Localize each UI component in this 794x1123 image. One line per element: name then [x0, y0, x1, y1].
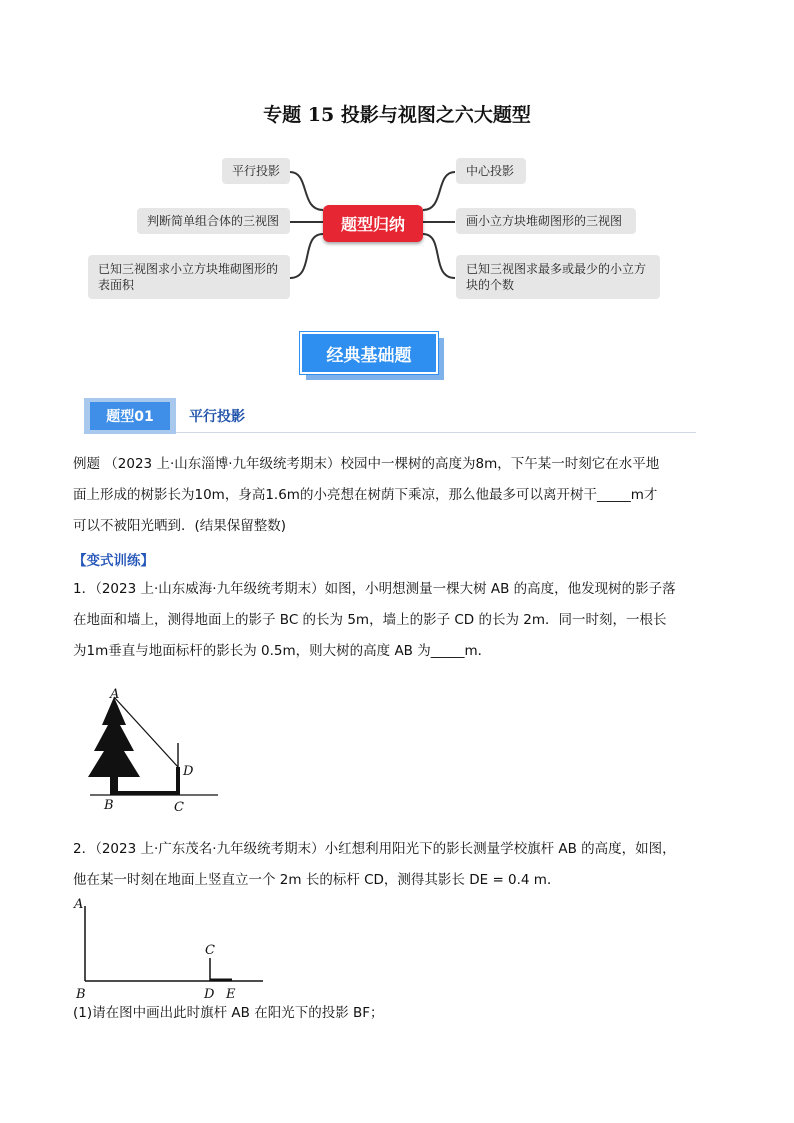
q2-line-2: 他在某一时刻在地面上竖直立一个 2m 长的标杆 CD，测得其影长 DE = 0.4 m．	[73, 872, 561, 888]
q1-tree-figure	[80, 685, 230, 815]
q2-flagpole-figure	[68, 892, 278, 1004]
q2-label-d: D	[204, 987, 215, 1002]
example-line-2: 面上形成的树影长为10m，身高1.6m的小亮想在树荫下乘凉，那么他最多可以离开树干_____m才	[73, 487, 658, 503]
q1-label-c: C	[174, 800, 184, 815]
mindmap-node-parallel-projection: 平行投影	[222, 158, 290, 184]
topic-underline	[176, 432, 696, 433]
example-line-3: 可以不被阳光晒到．(结果保留整数)	[73, 518, 287, 534]
q1-line-1: 1．（2023 上·山东威海·九年级统考期末）如图，小明想测量一棵大树 AB 的高度，他发现树的影子落	[73, 581, 676, 597]
q2-line-1: 2．（2023 上·广东茂名·九年级统考期末）小红想利用阳光下的影长测量学校旗杆 AB 的高度，如图，	[73, 841, 676, 857]
page-title: 专题 15 投影与视图之六大题型	[263, 104, 531, 126]
topic-badge	[84, 398, 176, 434]
mindmap-node-combined-solid-views: 判断简单组合体的三视图	[137, 208, 290, 234]
q1-label-b: B	[104, 798, 114, 813]
variant-heading: 【变式训练】	[73, 553, 154, 569]
q2-label-a: A	[74, 897, 84, 912]
mindmap-node-surface-area: 已知三视图求小立方块堆砌图形的表面积	[88, 255, 290, 299]
topic-title: 平行投影	[189, 409, 245, 425]
tree-shape	[88, 697, 140, 777]
q2-label-c: C	[205, 943, 215, 958]
example-line-1: 例题 （2023 上·山东淄博·九年级统考期末）校园中一棵树的高度为8m，下午某一时刻它在水平地	[73, 456, 660, 472]
mindmap-node-max-min-cubes: 已知三视图求最多或最少的小立方块的个数	[456, 255, 660, 299]
q2-sub-question-1: (1)请在图中画出此时旗杆 AB 在阳光下的投影 BF；	[73, 1005, 384, 1021]
mindmap-node-central-projection: 中心投影	[456, 158, 526, 184]
q1-label-d: D	[183, 764, 194, 779]
q1-line-3: 为1m垂直与地面标杆的影长为 0.5m，则大树的高度 AB 为_____m．	[73, 643, 492, 659]
mindmap-node-draw-cube-views: 画小立方块堆砌图形的三视图	[456, 208, 636, 234]
mindmap-center: 题型归纳	[323, 205, 423, 242]
q1-line-2: 在地面和墙上，测得地面上的影子 BC 的长为 5m，墙上的影子 CD 的长为 2m．同一时刻，一根长	[73, 612, 667, 628]
section-banner	[300, 332, 444, 380]
banner-label: 经典基础题	[300, 332, 438, 374]
q2-label-b: B	[76, 987, 86, 1002]
q1-label-a: A	[110, 687, 120, 702]
topic-badge-label: 题型01	[90, 402, 170, 430]
q2-label-e: E	[226, 987, 236, 1002]
